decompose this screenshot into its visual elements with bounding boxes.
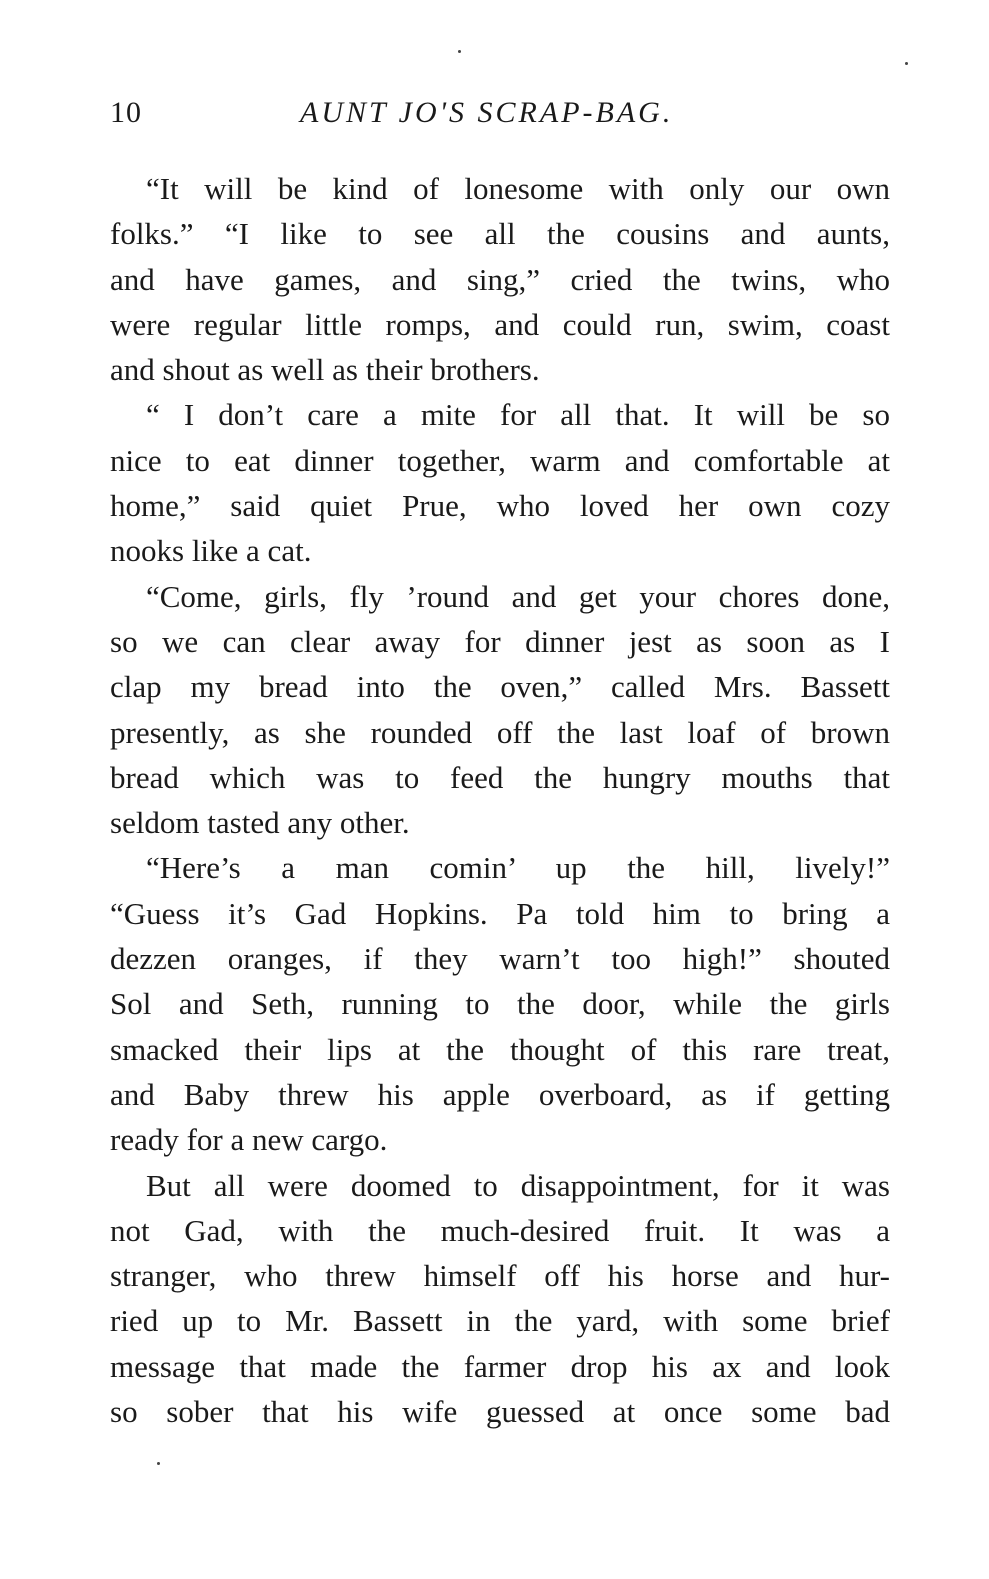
text-line: nice to eat dinner together, warm and comfortable at — [110, 442, 890, 478]
running-title: AUNT JO'S SCRAP-BAG. — [300, 96, 674, 129]
print-speck — [905, 62, 908, 65]
print-speck — [157, 1462, 160, 1465]
text-line: home,” said quiet Prue, who loved her own cozy — [110, 488, 890, 524]
text-line: “It will be kind of lonesome with only our own — [146, 171, 890, 206]
text-line: and have games, and sing,” cried the twins, who — [110, 261, 890, 297]
text-line: But all were doomed to disappointment, for it was — [146, 1167, 890, 1203]
text-line: were regular little romps, and could run, swim, coast — [110, 306, 890, 342]
text-line: ready for a new cargo. — [110, 1122, 388, 1158]
text-line: folks.” “I like to see all the cousins and aunts, — [110, 216, 890, 252]
text-line: and shout as well as their brothers. — [110, 352, 540, 388]
page-number: 10 — [110, 96, 142, 129]
text-line: dezzen oranges, if they warn’t too high!” shouted — [110, 941, 890, 977]
text-line: clap my bread into the oven,” called Mrs. Bassett — [110, 669, 890, 705]
text-line: nooks like a cat. — [110, 533, 312, 569]
text-line: presently, as she rounded off the last loaf of brown — [110, 714, 890, 750]
text-line: “Come, girls, fly ’round and get your chores done, — [146, 578, 890, 614]
text-line: “Here’s a man comin’ up the hill, lively!” — [146, 850, 890, 886]
text-line: smacked their lips at the thought of this rare treat, — [110, 1031, 890, 1067]
running-head — [110, 96, 890, 136]
text-line: so we can clear away for dinner jest as soon as I — [110, 623, 890, 659]
text-line: stranger, who threw himself off his horse and hur- — [110, 1258, 890, 1294]
text-line: and Baby threw his apple overboard, as if getting — [110, 1076, 890, 1112]
text-line: seldom tasted any other. — [110, 805, 410, 841]
text-line: ried up to Mr. Bassett in the yard, with some brief — [110, 1303, 890, 1339]
print-speck — [458, 50, 461, 53]
text-line: not Gad, with the much-desired fruit. It was a — [110, 1212, 890, 1248]
text-line: so sober that his wife guessed at once some bad — [110, 1394, 890, 1430]
text-line: bread which was to feed the hungry mouths that — [110, 759, 890, 795]
text-line: message that made the farmer drop his ax and look — [110, 1348, 890, 1384]
body-text — [110, 166, 890, 1434]
text-line: “ I don’t care a mite for all that. It will be so — [146, 397, 890, 433]
text-line: Sol and Seth, running to the door, while the girls — [110, 986, 890, 1022]
text-line: “Guess it’s Gad Hopkins. Pa told him to bring a — [110, 895, 890, 931]
